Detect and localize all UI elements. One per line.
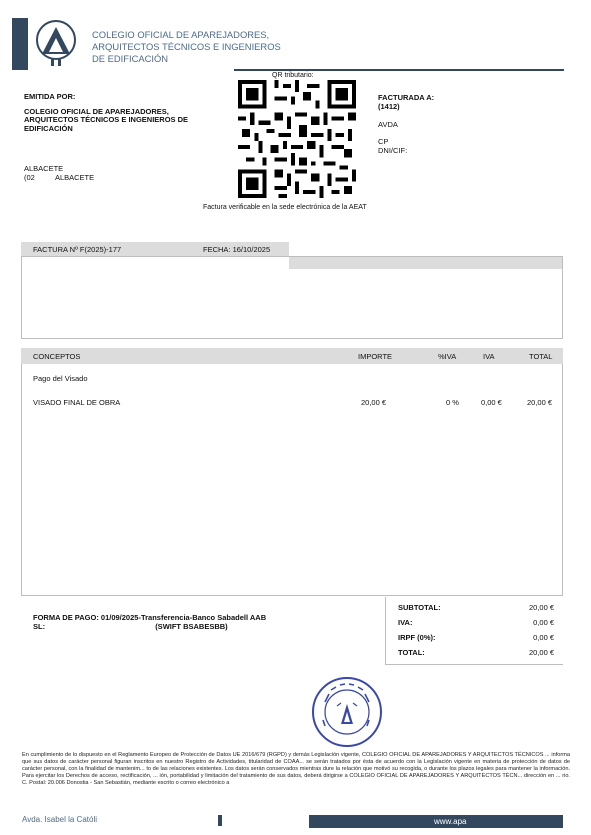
official-seal-icon	[311, 676, 383, 748]
header-amount: IMPORTE	[358, 352, 393, 361]
issuer-city: ALBACETE	[24, 164, 64, 173]
irpf-value: 0,00 €	[533, 633, 554, 642]
header-rule	[234, 69, 564, 71]
college-logo-icon	[33, 18, 79, 68]
billed-to-code: (1412)	[378, 102, 400, 111]
table-header	[21, 348, 563, 364]
header-concepts: CONCEPTOS	[33, 352, 81, 361]
issuer-name-1: COLEGIO OFICIAL DE APAREJADORES,	[24, 106, 169, 116]
qr-caption: Factura verificable en la sede electrónica de la AEAT	[203, 204, 367, 211]
total-value: 20,00 €	[528, 648, 554, 657]
issuer-block	[24, 93, 188, 133]
issuer-postal-city: ALBACETE	[54, 173, 95, 182]
qr-title: QR tributario:	[272, 72, 314, 79]
org-line-2: ARQUITECTOS TÉCNICOS E INGENIEROS	[92, 41, 281, 52]
total-label: TOTAL:	[398, 648, 425, 657]
billed-to-cp: CP	[378, 137, 389, 146]
payment-line-1: FORMA DE PAGO: 01/09/2025-Transferencia-Banco Sabadell AAB	[33, 613, 267, 622]
footer-address: Avda. Isabel la Católi	[22, 815, 98, 824]
legal-notice: En cumplimiento de lo dispuesto en el Reglamento Europeo de Protección de Datos UE 2016/679 (RGPD) y demás Legislación vigente, COLEGIO OFICIAL DE APAREJADORES Y ARQUITECTOS TÉCNICOS ... informa que sus datos de carácter personal figuran inscritos en nuestro Registro de Actividades, titularidad de COAA... se serán tratados por ésta de acuerdo con la Legislación vigente en materia de protección de datos de carácter personal, con la finalidad de mantenim... to de las relaciones existentes. Los datos serán conservados mientras dure la relación que motivó su recogida, o durante los plazos legales para mantener la información. Para ejercitar los Derechos de acceso, rectificación, ... ión, portabilidad y limitación del tratamiento de sus datos, deberá dirigirse a COLEGIO OFICIAL DE APAREJADORES Y ARQUITECTOS TÉCN... dirección en ... rio. C. Postal: 20.006 Donostia - San Sebastián, mediante escrito o correo electrónico a	[22, 752, 570, 786]
invoice-date: FECHA: 16/10/2025	[203, 245, 271, 254]
issuer-postal	[24, 173, 94, 182]
issuer-name-2: ARQUITECTOS TÉCNICOS E INGENIEROS DE	[24, 115, 189, 124]
organization-name	[92, 29, 281, 65]
issuer-address	[24, 164, 94, 182]
concepts-table	[21, 348, 563, 596]
header-vat: IVA	[483, 352, 495, 361]
header-bar	[12, 18, 28, 70]
issuer-postal-prefix: (02	[24, 173, 35, 182]
org-line-3: DE EDIFICACIÓN	[92, 53, 169, 64]
issuer-label: EMITIDA POR:	[24, 92, 76, 101]
row-2-amount: 20,00 €	[361, 398, 387, 407]
vat-label: IVA:	[398, 618, 413, 627]
footer-marker	[218, 815, 222, 826]
invoice-box	[21, 256, 563, 339]
header-total: TOTAL	[529, 352, 553, 361]
billed-to-street: AVDA	[378, 120, 398, 129]
billed-to-label: FACTURADA A:	[378, 93, 435, 102]
footer-website: www.apa	[434, 817, 467, 826]
row-1-concept: Pago del Visado	[33, 374, 88, 383]
billed-to-block	[378, 93, 434, 155]
irpf-label: IRPF (0%):	[398, 633, 436, 642]
vat-value: 0,00 €	[533, 618, 554, 627]
org-line-1: COLEGIO OFICIAL DE APAREJADORES,	[92, 29, 270, 40]
payment-block	[33, 613, 266, 631]
payment-swift: (SWIFT BSABESBB)	[155, 622, 228, 631]
qr-code-icon	[238, 80, 356, 198]
subtotal-label: SUBTOTAL:	[398, 603, 441, 612]
payment-line-2	[33, 622, 266, 631]
payment-line-2-prefix: SL:	[33, 622, 46, 631]
row-2-concept: VISADO FINAL DE OBRA	[33, 398, 121, 407]
row-2-vat: 0,00 €	[481, 398, 502, 407]
subtotal-value: 20,00 €	[528, 603, 554, 612]
header-vat-pct: %IVA	[438, 352, 457, 361]
invoice-number: FACTURA Nº F(2025)-177	[33, 245, 122, 254]
issuer-name-3: EDIFICACIÓN	[24, 123, 73, 133]
row-2-total: 20,00 €	[527, 398, 553, 407]
billed-to-dni: DNI/CIF:	[378, 146, 408, 155]
row-2-vat-pct: 0 %	[446, 398, 459, 407]
